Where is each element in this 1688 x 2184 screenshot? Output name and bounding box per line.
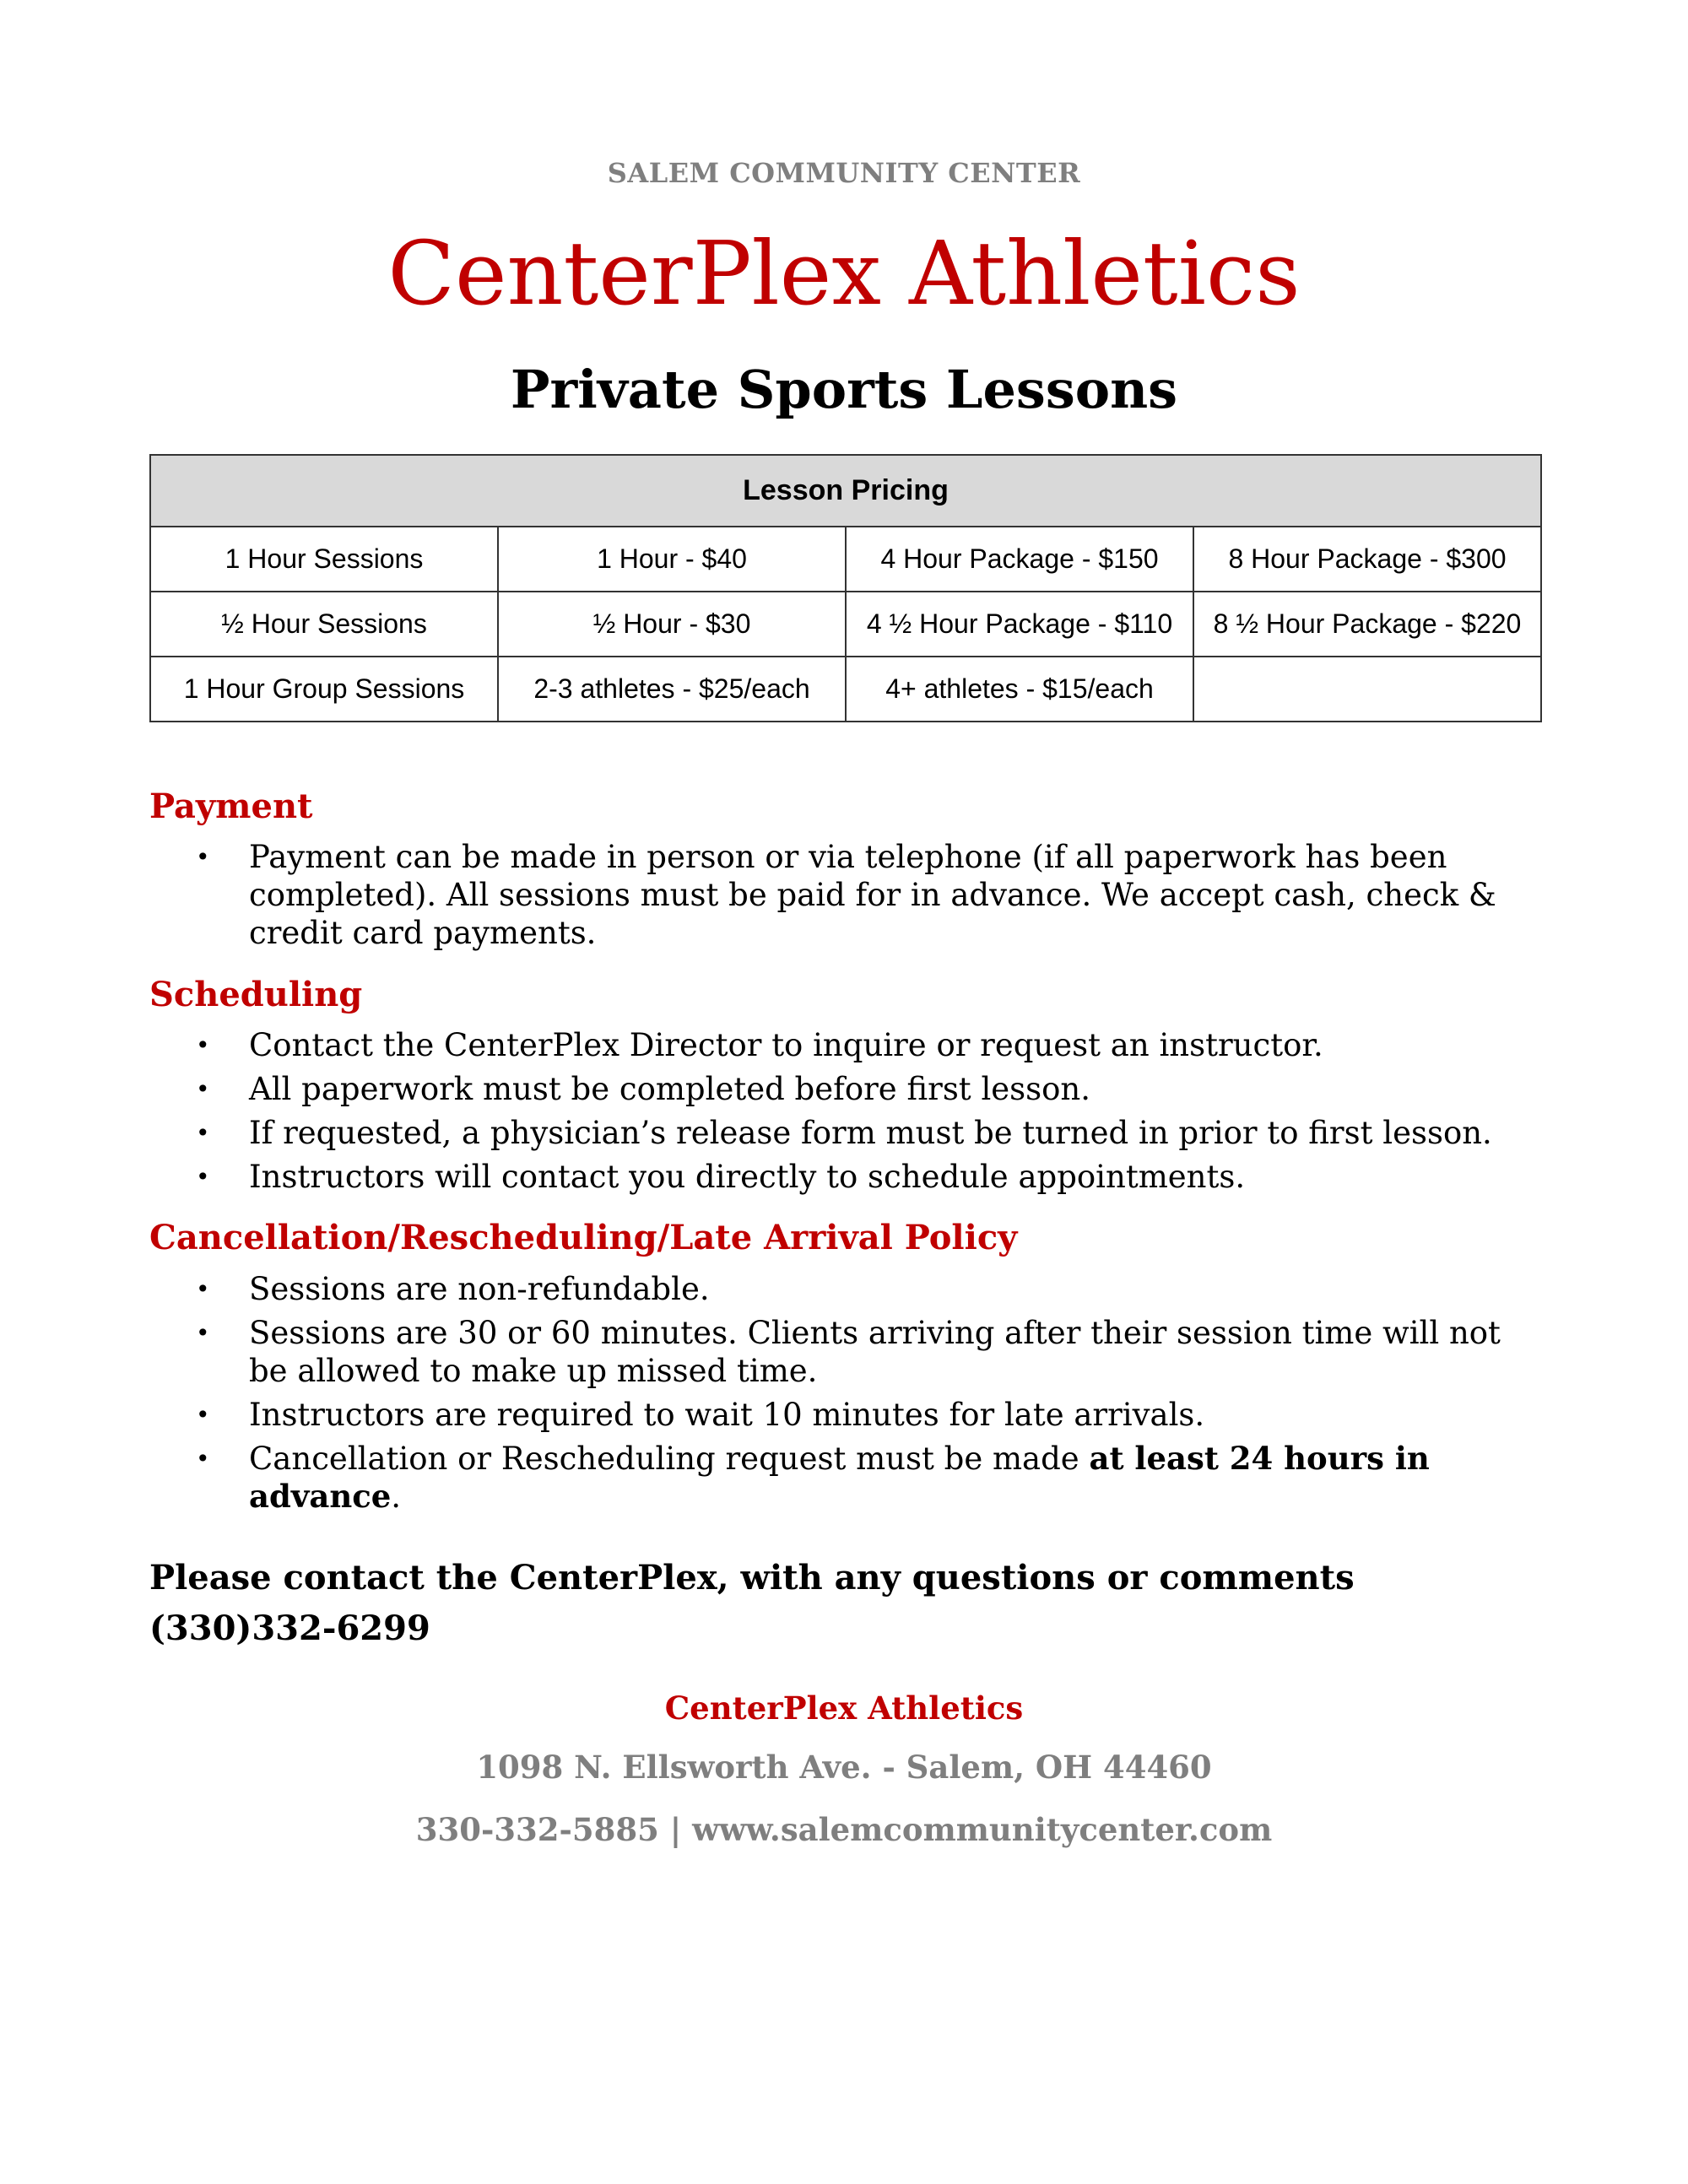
payment-heading: Payment <box>149 787 313 826</box>
table-cell: 1 Hour - $40 <box>498 527 846 592</box>
table-row <box>150 527 1541 592</box>
bullet-icon: • <box>196 1275 210 1303</box>
list-item-text-pre: Cancellation or Rescheduling request must be made <box>249 1441 1090 1477</box>
table-cell <box>1193 657 1541 722</box>
list-item <box>149 1440 1542 1516</box>
list-item <box>149 1070 1542 1108</box>
bullet-icon: • <box>196 843 210 871</box>
bullet-icon: • <box>196 1163 210 1191</box>
table-row <box>150 592 1541 657</box>
bullet-icon: • <box>196 1075 210 1103</box>
bullet-icon: • <box>196 1031 210 1059</box>
list-item <box>149 1314 1542 1390</box>
table-cell: 4 Hour Package - $150 <box>846 527 1193 592</box>
bullet-icon: • <box>196 1319 210 1347</box>
list-item-text: Payment can be made in person or via telephone (if all paperwork has been completed). All sessions must be paid for in advance. We accept cash, check & credit card payments. <box>249 839 1496 951</box>
table-cell: 4+ athletes - $15/each <box>846 657 1193 722</box>
list-item-text: Contact the CenterPlex Director to inquire or request an instructor. <box>249 1027 1323 1063</box>
list-item-text-bold: at least 24 hours in advance <box>249 1440 1430 1515</box>
list-item <box>149 838 1542 952</box>
table-cell: 4 ½ Hour Package - $110 <box>846 592 1193 657</box>
policy-list <box>149 1270 1542 1522</box>
policy-heading: Cancellation/Rescheduling/Late Arrival Policy <box>149 1218 1018 1257</box>
table-row <box>150 657 1541 722</box>
pricing-table <box>149 454 1542 722</box>
table-cell: 1 Hour Sessions <box>150 527 498 592</box>
contact-line: Please contact the CenterPlex, with any questions or comments (330)332-6299 <box>149 1558 1355 1648</box>
list-item <box>149 1026 1542 1064</box>
list-item-text: All paperwork must be completed before first lesson. <box>249 1071 1091 1107</box>
list-item-text: If requested, a physician’s release form must be turned in prior to first lesson. <box>249 1115 1492 1151</box>
scheduling-heading: Scheduling <box>149 975 363 1014</box>
footer-address: 1098 N. Ellsworth Ave. - Salem, OH 44460 <box>476 1749 1212 1786</box>
payment-list <box>149 838 1542 958</box>
scheduling-list <box>149 1026 1542 1202</box>
footer-phone-web: 330-332-5885 | www.salemcommunitycenter.com <box>415 1811 1273 1848</box>
table-cell: 8 ½ Hour Package - $220 <box>1193 592 1541 657</box>
list-item-text: Sessions are non-refundable. <box>249 1271 710 1307</box>
list-item <box>149 1270 1542 1308</box>
list-item-text: Instructors are required to wait 10 minutes for late arrivals. <box>249 1397 1205 1433</box>
footer-name: CenterPlex Athletics <box>664 1689 1024 1727</box>
list-item <box>149 1114 1542 1152</box>
table-cell: 2-3 athletes - $25/each <box>498 657 846 722</box>
bullet-icon: • <box>196 1119 210 1147</box>
pricing-table-header-row <box>150 455 1541 527</box>
table-cell: 1 Hour Group Sessions <box>150 657 498 722</box>
page-subtitle: Private Sports Lessons <box>510 359 1178 420</box>
brand-title: CenterPlex Athletics <box>387 222 1301 325</box>
table-cell: ½ Hour - $30 <box>498 592 846 657</box>
list-item <box>149 1396 1542 1434</box>
bullet-icon: • <box>196 1445 210 1473</box>
pricing-table-title: Lesson Pricing <box>150 455 1541 527</box>
organization-name: SALEM COMMUNITY CENTER <box>607 157 1081 189</box>
list-item-text: Sessions are 30 or 60 minutes. Clients arriving after their session time will not be allowed to make up missed time. <box>249 1315 1501 1389</box>
bullet-icon: • <box>196 1401 210 1429</box>
list-item-text: Instructors will contact you directly to schedule appointments. <box>249 1159 1246 1195</box>
table-cell: 8 Hour Package - $300 <box>1193 527 1541 592</box>
list-item-text-post: . <box>391 1479 402 1515</box>
list-item <box>149 1158 1542 1196</box>
table-cell: ½ Hour Sessions <box>150 592 498 657</box>
